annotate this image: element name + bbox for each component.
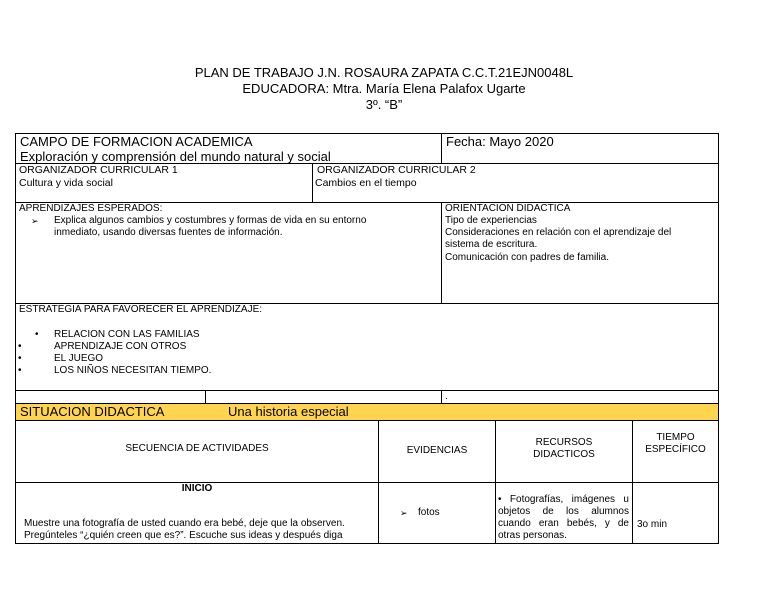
org1-label: ORGANIZADOR CURRICULAR 1 xyxy=(19,164,178,176)
inicio-line-2: Pregúnteles “¿quién creen que es?”. Escuche sus ideas y después diga xyxy=(24,530,343,541)
col-tiempo-1: TIEMPO xyxy=(656,432,695,443)
estrategia-item: APRENDIZAJE CON OTROS xyxy=(54,341,187,352)
blank-row-dot: . xyxy=(445,391,448,402)
evidencia-fotos: fotos xyxy=(418,507,440,518)
bullet-icon: • xyxy=(18,341,22,352)
arrow-bullet-icon: ➢ xyxy=(400,508,408,518)
inicio-title: INICIO xyxy=(181,483,213,494)
col-secuencia: SECUENCIA DE ACTIVIDADES xyxy=(125,443,269,454)
aprendizaje-line-1: Explica algunos cambios y costumbres y formas de vida en su entorno xyxy=(54,215,367,226)
campo-value: Exploración y comprensión del mundo natural y social xyxy=(20,149,331,164)
col-tiempo-2: ESPECÍFICO xyxy=(645,444,706,455)
aprendizajes-label: APRENDIZAJES ESPERADOS: xyxy=(19,203,163,214)
org1-value: Cultura y vida social xyxy=(19,177,113,189)
arrow-bullet-icon: ➢ xyxy=(31,216,39,226)
campo-label: CAMPO DE FORMACION ACADEMICA xyxy=(20,134,253,149)
situacion-title: Una historia especial xyxy=(228,404,349,419)
org2-label: ORGANIZADOR CURRICULAR 2 xyxy=(317,164,476,176)
orientacion-line-1: Tipo de experiencias xyxy=(445,215,537,226)
bullet-icon: • xyxy=(18,353,22,364)
org2-value: Cambios en el tiempo xyxy=(315,177,417,189)
inicio-line-1: Muestre una fotografía de usted cuando era bebé, deje que la observen. xyxy=(24,518,345,529)
bullet-icon: • xyxy=(35,329,39,340)
tiempo-text: 3o min xyxy=(637,519,668,530)
educadora-line: EDUCADORA: Mtra. María Elena Palafox Ugarte xyxy=(242,81,526,96)
col-evidencias: EVIDENCIAS xyxy=(406,445,468,456)
estrategia-label: ESTRATEGIA PARA FAVORECER EL APRENDIZAJE: xyxy=(19,304,263,315)
recursos-text: • Fotografías, imágenes u objetos de los alumnos cuando eran bebés, y de otras personas. xyxy=(498,494,629,541)
estrategia-item: LOS NIÑOS NECESITAN TIEMPO. xyxy=(54,365,212,376)
plan-title: PLAN DE TRABAJO J.N. ROSAURA ZAPATA C.C.T.21EJN0048L xyxy=(194,65,574,80)
aprendizaje-line-2: inmediato, usando diversas fuentes de información. xyxy=(54,227,283,238)
orientacion-line-3: sistema de escritura. xyxy=(445,239,538,250)
situacion-label: SITUACION DIDACTICA xyxy=(20,404,165,419)
grade-line: 3º. “B” xyxy=(365,97,403,112)
col-recursos-2: DIDACTICOS xyxy=(533,449,595,460)
orientacion-line-2: Consideraciones en relación con el aprendizaje del xyxy=(445,227,672,238)
estrategia-item: EL JUEGO xyxy=(54,353,104,364)
col-recursos-1: RECURSOS xyxy=(535,437,593,448)
bullet-icon: • xyxy=(18,365,22,376)
orientacion-label: ORIENTACION DIDACTICA xyxy=(445,203,571,214)
orientacion-line-4: Comunicación con padres de familia. xyxy=(445,252,609,263)
fecha: Fecha: Mayo 2020 xyxy=(446,134,554,149)
estrategia-item: RELACION CON LAS FAMILIAS xyxy=(54,329,200,340)
